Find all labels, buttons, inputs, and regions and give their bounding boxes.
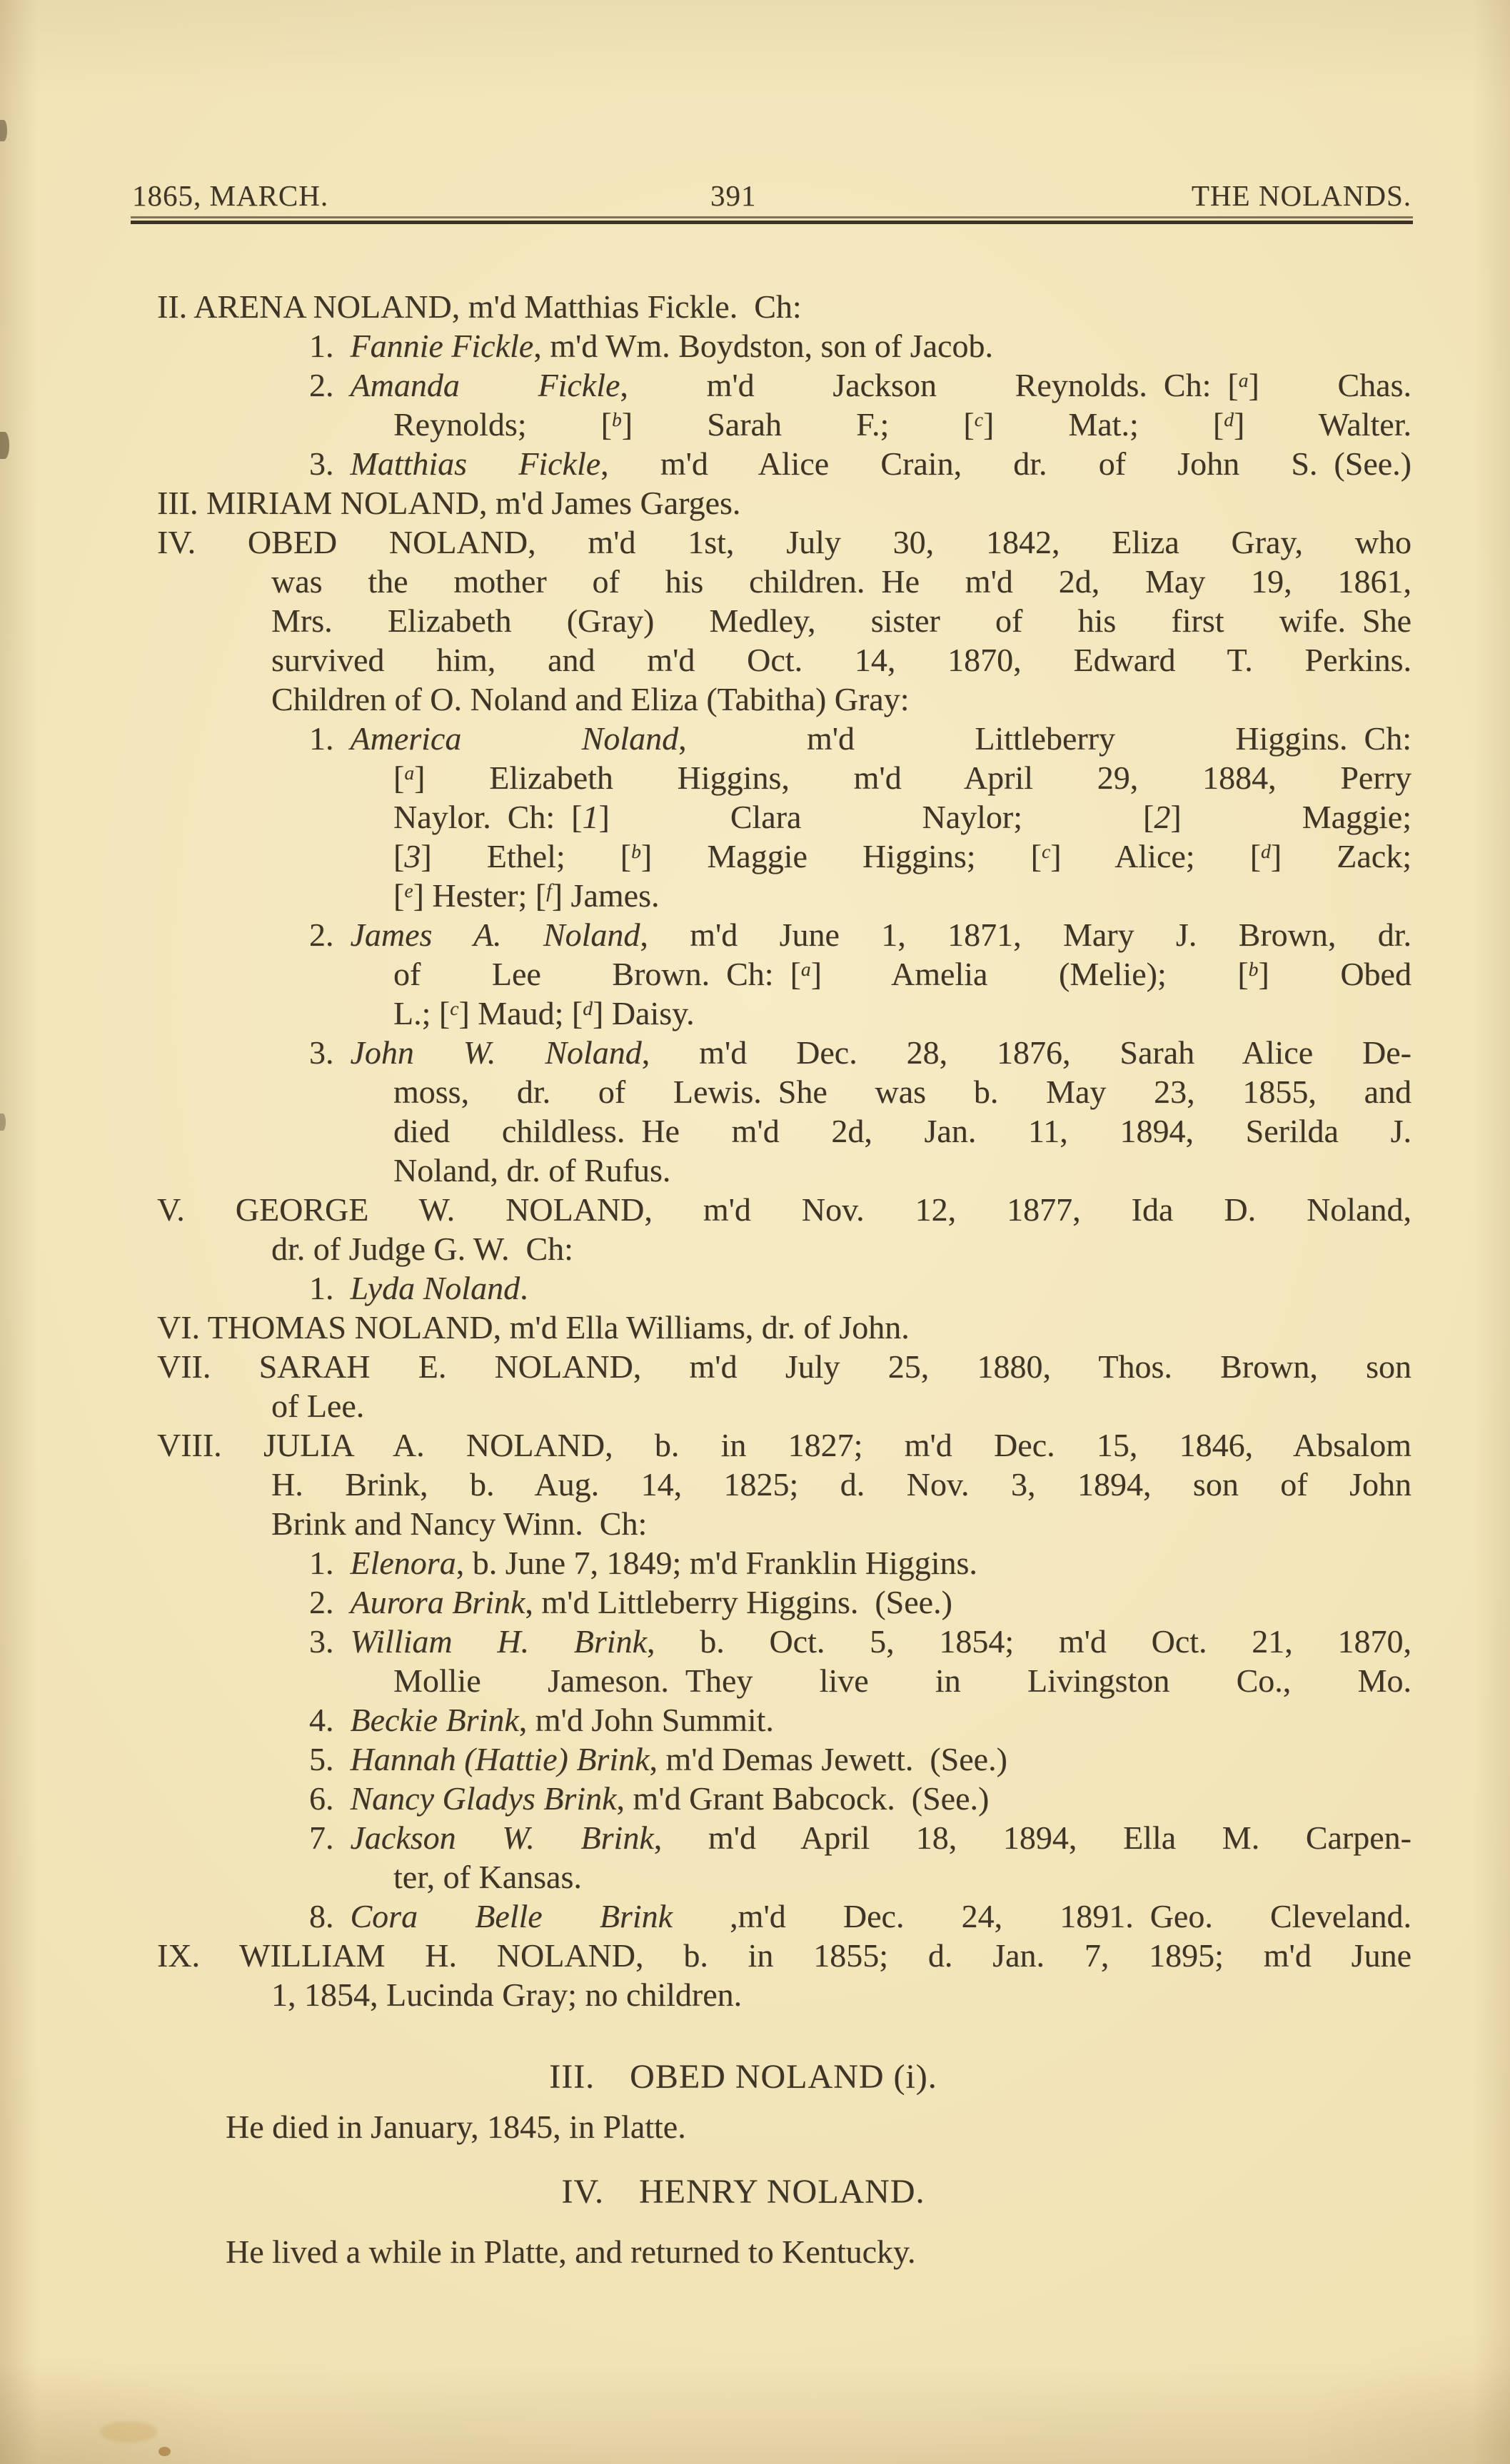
paper-speck xyxy=(158,2447,171,2456)
text-line: 7. Jackson W. Brink, m'd April 18, 1894, Ella M. Carpen- xyxy=(309,1819,1411,1856)
text-line: L.; [$^c$] Maud; [$^d$] Daisy. xyxy=(393,995,695,1031)
text-line: 5. Hannah (Hattie) Brink, m'd Demas Jewett. (See.) xyxy=(309,1741,1007,1777)
text-line: 4. Beckie Brink, m'd John Summit. xyxy=(309,1702,774,1738)
header-page-number: 391 xyxy=(710,179,757,212)
scan-edge-mark xyxy=(0,432,9,459)
text-line: Reynolds; [$^b$] Sarah F.; [$^c$] Mat.; [$^d$] Walter. xyxy=(393,406,1411,443)
text-line: 3. Matthias Fickle, m'd Alice Crain, dr. of John S. (See.) xyxy=(309,445,1411,482)
text-line: [3] Ethel; [$^b$] Maggie Higgins; [$^c$] Alice; [$^d$] Zack; xyxy=(393,838,1412,874)
text-line: Mollie Jameson. They live in Livingston Co., Mo. xyxy=(393,1662,1411,1699)
text-line: VI. THOMAS NOLAND, m'd Ella Williams, dr. of John. xyxy=(157,1309,910,1345)
text-line: dr. of Judge G. W. Ch: xyxy=(271,1231,573,1267)
text-line: 3. William H. Brink, b. Oct. 5, 1854; m'd Oct. 21, 1870, xyxy=(309,1623,1411,1660)
text-line: [$^a$] Elizabeth Higgins, m'd April 29, 1884, Perry xyxy=(393,759,1411,796)
bottom-sections xyxy=(132,2057,1411,2271)
text-line: 1. Lyda Noland. xyxy=(309,1270,528,1306)
text-line: IX. WILLIAM H. NOLAND, b. in 1855; d. Jan. 7, 1895; m'd June xyxy=(157,1937,1411,1974)
text-line: Noland, dr. of Rufus. xyxy=(393,1152,671,1188)
text-line: died childless. He m'd 2d, Jan. 11, 1894, Serilda J. xyxy=(393,1113,1411,1149)
text-line: III. MIRIAM NOLAND, m'd James Garges. xyxy=(157,485,741,521)
text-line: Brink and Nancy Winn. Ch: xyxy=(271,1505,648,1542)
scan-edge-mark xyxy=(0,120,7,141)
text-line: 1. Fannie Fickle, m'd Wm. Boydston, son of Jacob. xyxy=(309,328,993,364)
text-line: moss, dr. of Lewis. She was b. May 23, 1855, and xyxy=(393,1074,1411,1110)
text-line: 3. John W. Noland, m'd Dec. 28, 1876, Sarah Alice De- xyxy=(309,1034,1411,1071)
paper-blotch xyxy=(100,2421,157,2443)
genealogy-entries xyxy=(132,287,1411,2014)
section-heading: IV. HENRY NOLAND. xyxy=(561,2173,925,2211)
text-line: 2. Amanda Fickle, m'd Jackson Reynolds. Ch: [$^a$] Chas. xyxy=(309,367,1411,403)
text-line: of Lee. xyxy=(271,1388,365,1424)
text-line: 8. Cora Belle Brink ,m'd Dec. 24, 1891. Geo. Cleveland. xyxy=(309,1898,1411,1934)
text-line: H. Brink, b. Aug. 14, 1825; d. Nov. 3, 1894, son of John xyxy=(271,1466,1411,1503)
text-line: V. GEORGE W. NOLAND, m'd Nov. 12, 1877, Ida D. Noland, xyxy=(157,1191,1411,1228)
text-line: survived him, and m'd Oct. 14, 1870, Edward T. Perkins. xyxy=(271,642,1411,678)
header-rule xyxy=(131,216,1413,224)
running-head xyxy=(132,177,1411,214)
text-line: 6. Nancy Gladys Brink, m'd Grant Babcock. (See.) xyxy=(309,1780,990,1817)
text-line: IV. OBED NOLAND, m'd 1st, July 30, 1842, Eliza Gray, who xyxy=(157,524,1411,560)
text-line: [$^e$] Hester; [$^f$] James. xyxy=(393,877,660,914)
section-paragraph: He lived a while in Platte, and returned to Kentucky. xyxy=(226,2233,916,2270)
scan-edge-mark xyxy=(0,1114,6,1131)
section-paragraph: He died in January, 1845, in Platte. xyxy=(226,2109,686,2145)
text-line: Naylor. Ch: [1] Clara Naylor; [2] Maggie; xyxy=(393,799,1411,835)
text-line: Mrs. Elizabeth (Gray) Medley, sister of his first wife. She xyxy=(271,602,1411,639)
text-line: VIII. JULIA A. NOLAND, b. in 1827; m'd Dec. 15, 1846, Absalom xyxy=(157,1427,1411,1463)
text-line: 1. Elenora, b. June 7, 1849; m'd Franklin Higgins. xyxy=(309,1545,977,1581)
text-line: II. ARENA NOLAND, m'd Matthias Fickle. Ch: xyxy=(157,288,802,325)
text-line: was the mother of his children. He m'd 2d, May 19, 1861, xyxy=(271,563,1411,600)
text-line: 1. America Noland, m'd Littleberry Higgins. Ch: xyxy=(309,720,1411,757)
text-line: 1, 1854, Lucinda Gray; no children. xyxy=(271,1976,743,2013)
header-book-title: THE NOLANDS. xyxy=(1191,179,1411,212)
text-line: 2. Aurora Brink, m'd Littleberry Higgins. (See.) xyxy=(309,1584,952,1620)
text-line: of Lee Brown. Ch: [$^a$] Amelia (Melie); [$^b$] Obed xyxy=(393,956,1411,992)
header-date: 1865, MARCH. xyxy=(132,179,329,212)
text-line: VII. SARAH E. NOLAND, m'd July 25, 1880, Thos. Brown, son xyxy=(157,1348,1411,1385)
text-line: 2. James A. Noland, m'd June 1, 1871, Mary J. Brown, dr. xyxy=(309,917,1411,953)
text-line: ter, of Kansas. xyxy=(393,1859,582,1895)
section-heading: III. OBED NOLAND (i). xyxy=(549,2058,937,2096)
text-line: Children of O. Noland and Eliza (Tabitha) Gray: xyxy=(271,681,910,717)
